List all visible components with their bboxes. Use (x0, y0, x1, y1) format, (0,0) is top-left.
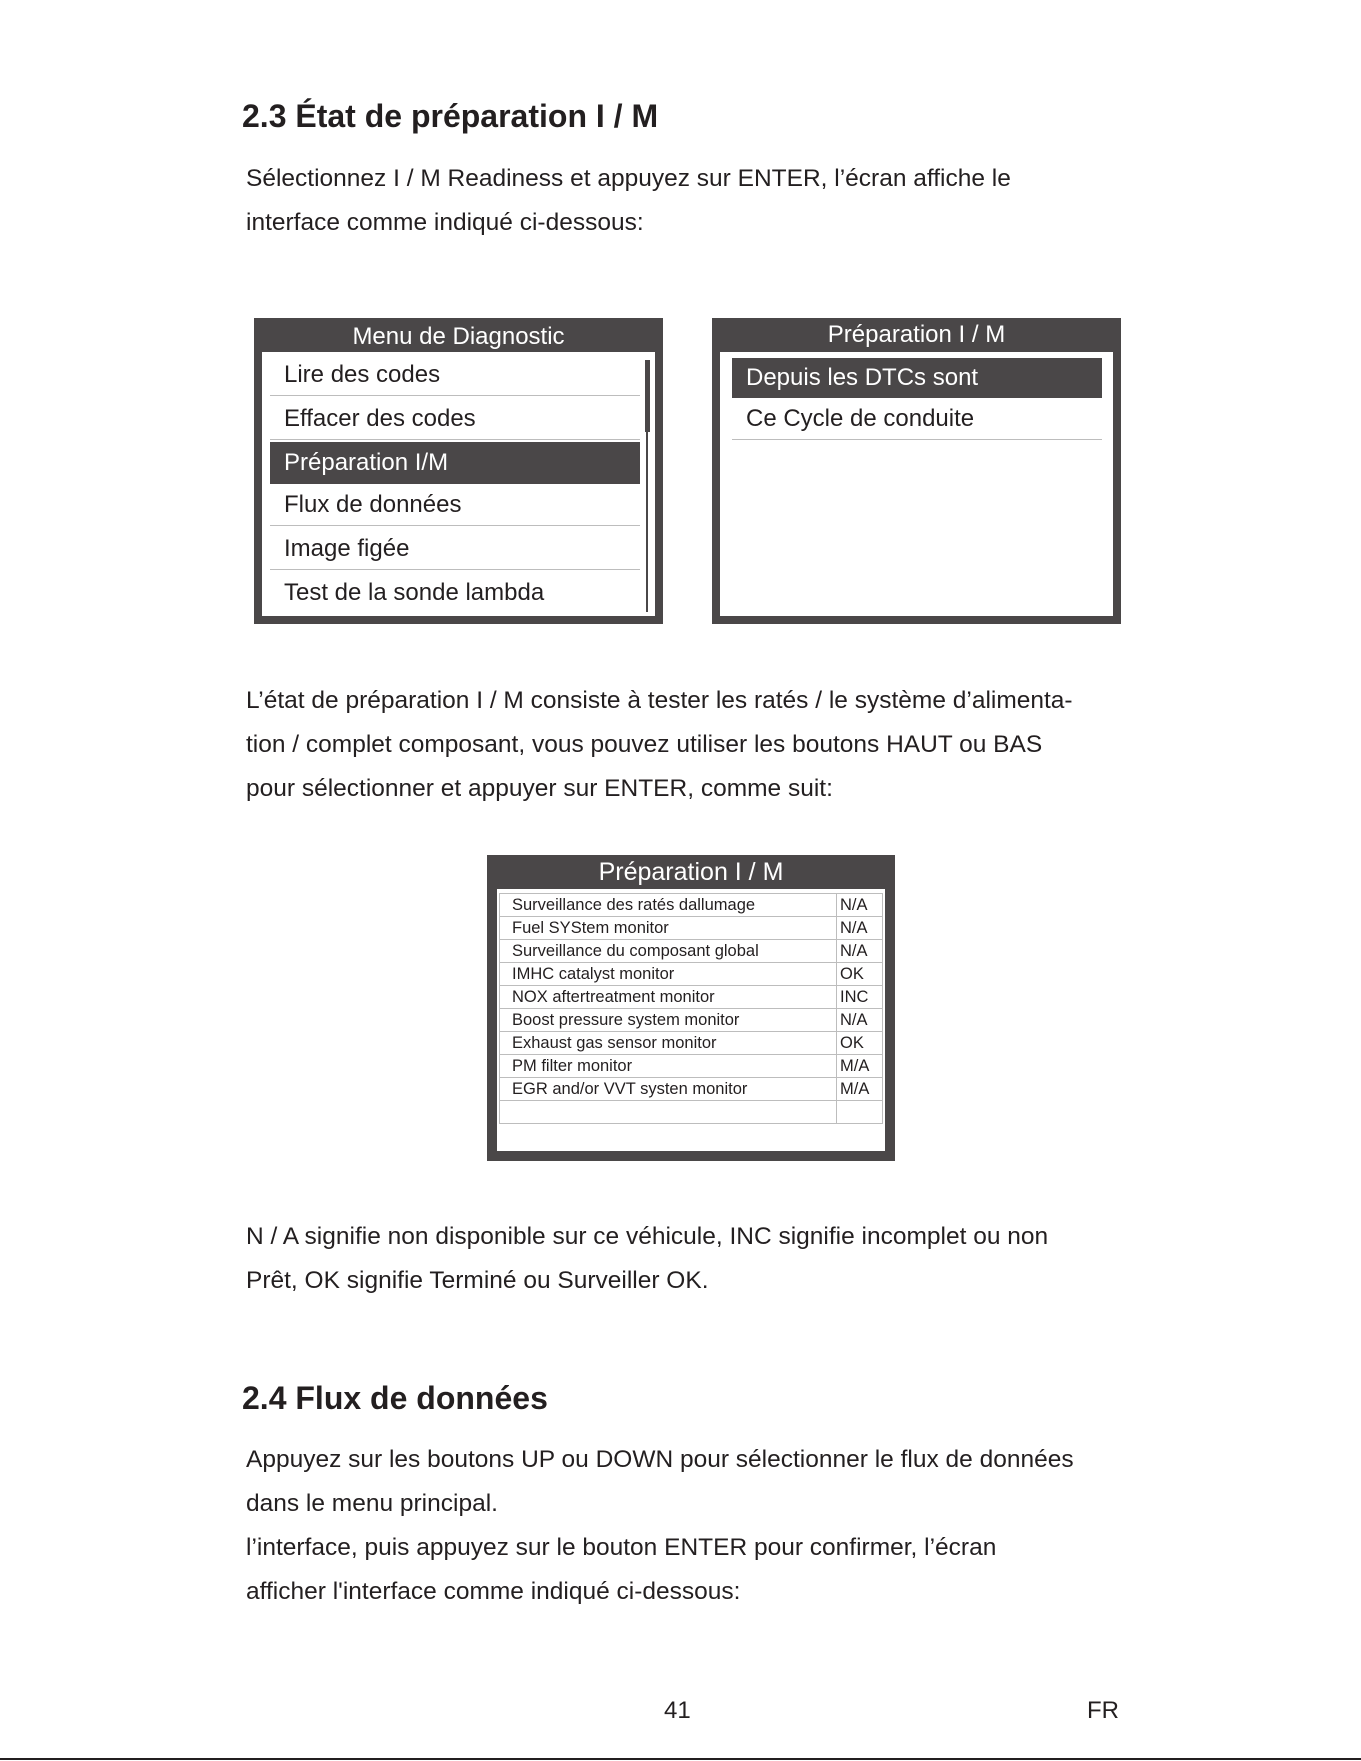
paragraph-line: afficher l'interface comme indiqué ci-dessous: (246, 1578, 741, 1605)
table-row (500, 1055, 883, 1078)
menu-item-image-figee[interactable]: Image figée (270, 528, 640, 570)
monitor-status: N/A (837, 917, 883, 940)
paragraph-line: Appuyez sur les boutons UP ou DOWN pour sélectionner le flux de données (246, 1446, 1074, 1473)
table-row (500, 1101, 883, 1124)
monitor-status: M/A (837, 1055, 883, 1078)
monitor-label: Surveillance du composant global (500, 940, 837, 963)
screen-body (262, 352, 655, 616)
screen-body (720, 352, 1113, 616)
intro-line: Sélectionnez I / M Readiness et appuyez sur ENTER, l’écran affiche le (246, 165, 1011, 192)
monitor-label: NOX aftertreatment monitor (500, 986, 837, 1009)
screen-title: Menu de Diagnostic (352, 323, 565, 350)
menu-item-test-sonde-lambda[interactable]: Test de la sonde lambda (284, 579, 545, 606)
monitor-status: N/A (837, 894, 883, 917)
scrollbar-thumb[interactable] (645, 360, 650, 432)
monitor-label: PM filter monitor (500, 1055, 837, 1078)
screen-body (497, 889, 885, 1151)
readiness-status-screen (487, 855, 895, 1161)
screen-title: Préparation I / M (598, 858, 784, 886)
im-readiness-menu-screen (712, 318, 1121, 624)
monitor-status: N/A (837, 1009, 883, 1032)
table-row (500, 1032, 883, 1055)
monitor-status: M/A (837, 1078, 883, 1101)
page-number: 41 (664, 1697, 691, 1724)
menu-item-lire-codes[interactable]: Lire des codes (270, 354, 640, 396)
bottom-rule (0, 1758, 1361, 1760)
paragraph-line: L’état de préparation I / M consiste à tester les ratés / le système d’alimenta- (246, 687, 1073, 714)
monitor-label: Surveillance des ratés dallumage (500, 894, 837, 917)
menu-item-flux-donnees[interactable]: Flux de données (270, 484, 640, 526)
monitor-label: EGR and/or VVT systen monitor (500, 1078, 837, 1101)
monitor-status: OK (837, 1032, 883, 1055)
intro-line: interface comme indiqué ci-dessous: (246, 209, 644, 236)
table-row (500, 1078, 883, 1101)
data-stream-paragraph (246, 1438, 1146, 1614)
menu-item-depuis-dtcs[interactable]: Depuis les DTCs sont (732, 358, 1102, 398)
section-heading-2-3: 2.3 État de préparation I / M (242, 98, 659, 134)
scrollbar[interactable] (646, 360, 648, 612)
paragraph-line: l’interface, puis appuyez sur le bouton ENTER pour confirmer, l’écran (246, 1534, 997, 1561)
intro-paragraph (246, 157, 1146, 245)
paragraph-line: tion / complet composant, vous pouvez utiliser les boutons HAUT ou BAS (246, 731, 1043, 758)
menu-item-effacer-codes[interactable]: Effacer des codes (270, 398, 640, 440)
monitor-label: Boost pressure system monitor (500, 1009, 837, 1032)
readiness-table (499, 893, 883, 1124)
table-row (500, 917, 883, 940)
monitor-status: INC (837, 986, 883, 1009)
language-label: FR (1087, 1697, 1119, 1724)
paragraph-line: dans le menu principal. (246, 1490, 498, 1517)
table-row (500, 940, 883, 963)
monitor-label: Exhaust gas sensor monitor (500, 1032, 837, 1055)
table-row (500, 894, 883, 917)
paragraph-line: N / A signifie non disponible sur ce véhicule, INC signifie incomplet ou non (246, 1223, 1049, 1250)
monitor-label: Fuel SYStem monitor (500, 917, 837, 940)
monitor-status: OK (837, 963, 883, 986)
menu-item-cycle-conduite[interactable]: Ce Cycle de conduite (732, 398, 1102, 440)
diagnostic-menu-screen (254, 318, 663, 624)
table-row (500, 963, 883, 986)
table-row (500, 1009, 883, 1032)
readiness-description-paragraph (246, 679, 1146, 811)
paragraph-line: pour sélectionner et appuyer sur ENTER, comme suit: (246, 775, 833, 802)
table-row (500, 986, 883, 1009)
status-legend-paragraph (246, 1215, 1146, 1303)
monitor-status: N/A (837, 940, 883, 963)
monitor-label (500, 1101, 837, 1124)
menu-item-preparation-im[interactable]: Préparation I/M (270, 442, 640, 484)
screen-title: Préparation I / M (827, 321, 1006, 348)
monitor-status (837, 1101, 883, 1124)
monitor-label: IMHC catalyst monitor (500, 963, 837, 986)
paragraph-line: Prêt, OK signifie Terminé ou Surveiller OK. (246, 1267, 709, 1294)
section-heading-2-4: 2.4 Flux de données (242, 1380, 548, 1416)
